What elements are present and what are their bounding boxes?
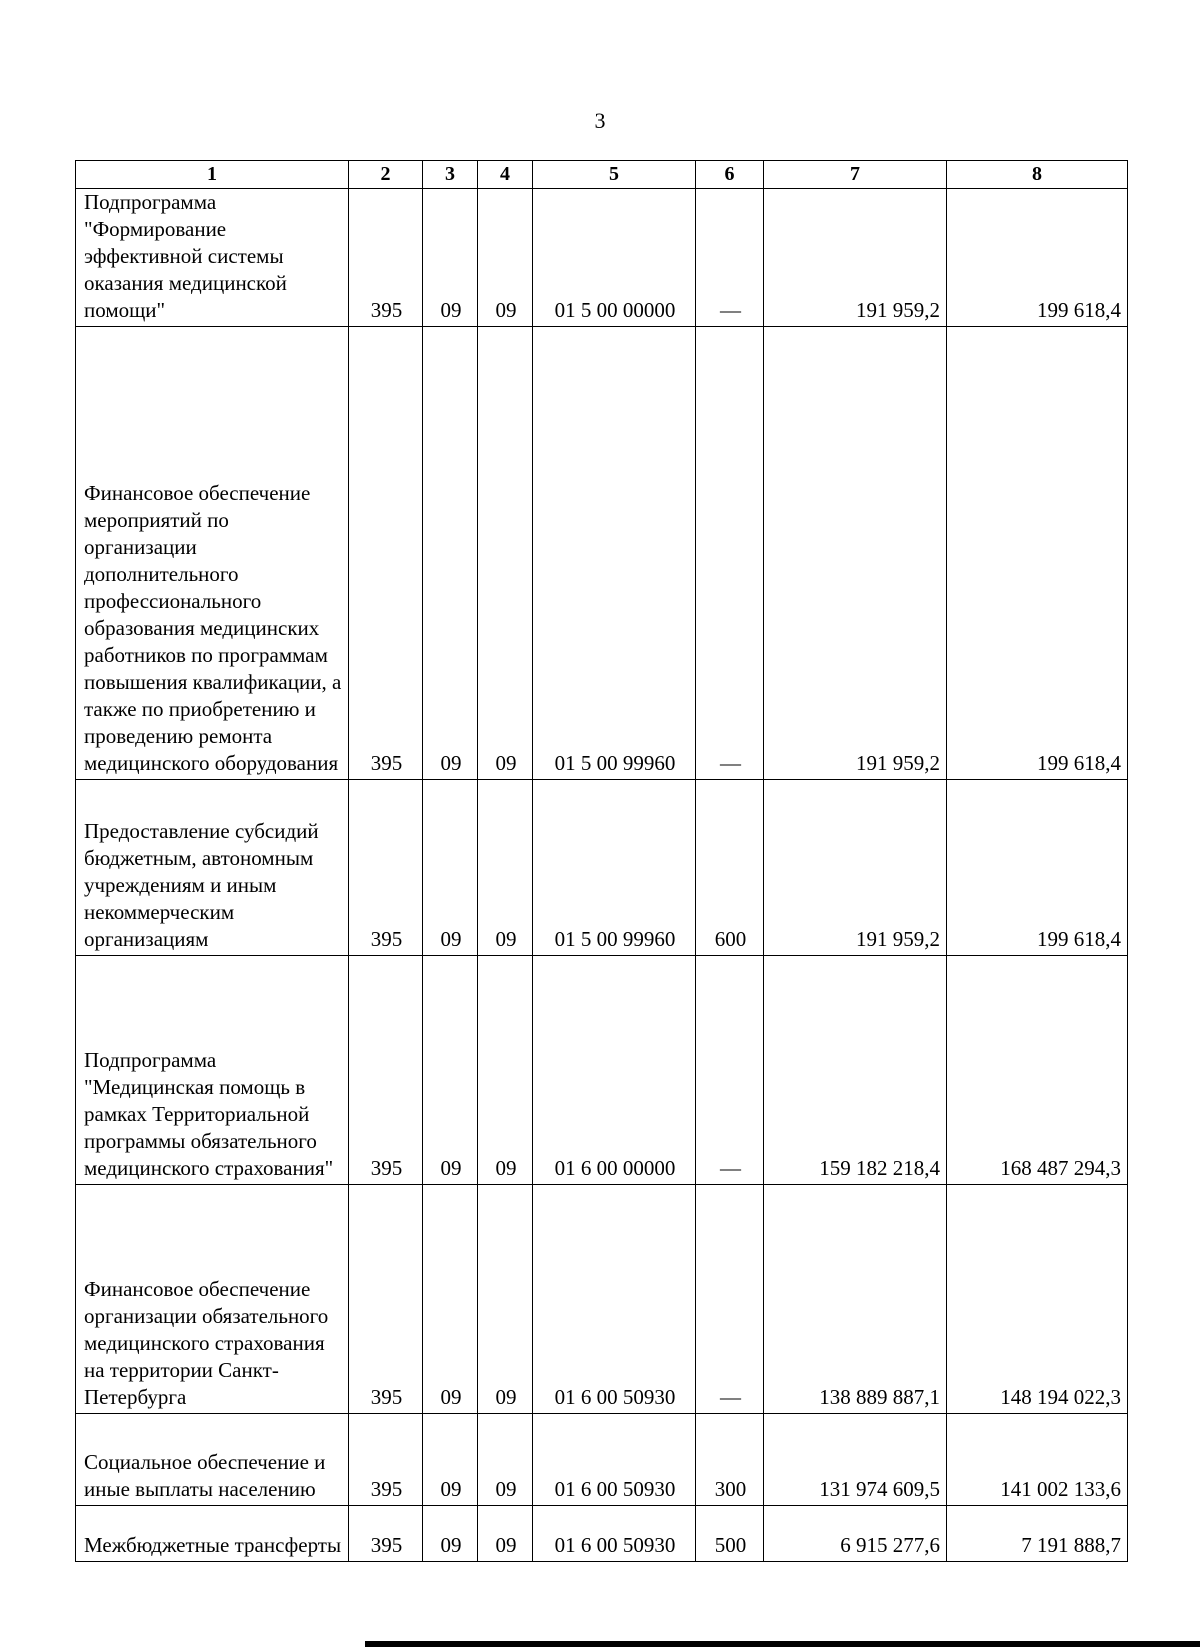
header-col-1: 1 — [76, 161, 349, 189]
row-ministry-code: 395 — [349, 327, 423, 780]
header-row — [76, 161, 1128, 189]
row-amount-year-2: 168 487 294,3 — [947, 956, 1128, 1185]
row-expense-type: 300 — [696, 1414, 764, 1506]
row-expense-type: 500 — [696, 1506, 764, 1562]
row-section-code: 09 — [423, 189, 478, 327]
row-expense-type: — — [696, 956, 764, 1185]
table-row — [76, 1506, 1128, 1562]
row-subsection-code: 09 — [478, 1414, 533, 1506]
row-ministry-code: 395 — [349, 780, 423, 956]
header-col-5: 5 — [533, 161, 696, 189]
row-target-article: 01 6 00 50930 — [533, 1506, 696, 1562]
row-amount-year-1: 191 959,2 — [764, 780, 947, 956]
row-ministry-code: 395 — [349, 956, 423, 1185]
row-expense-type: — — [696, 189, 764, 327]
row-name: Предоставление субсидий бюджетным, автономным учреждениям и иным некоммерческим организациям — [76, 780, 349, 956]
row-ministry-code: 395 — [349, 189, 423, 327]
header-col-4: 4 — [478, 161, 533, 189]
table-row — [76, 327, 1128, 780]
row-amount-year-2: 199 618,4 — [947, 780, 1128, 956]
row-name: Подпрограмма "Формирование эффективной системы оказания медицинской помощи" — [76, 189, 349, 327]
row-target-article: 01 6 00 50930 — [533, 1414, 696, 1506]
row-expense-type: — — [696, 327, 764, 780]
page-number: 3 — [594, 108, 606, 133]
row-subsection-code: 09 — [478, 1185, 533, 1414]
header-col-2: 2 — [349, 161, 423, 189]
row-ministry-code: 395 — [349, 1185, 423, 1414]
row-subsection-code: 09 — [478, 189, 533, 327]
row-target-article: 01 6 00 00000 — [533, 956, 696, 1185]
row-section-code: 09 — [423, 956, 478, 1185]
row-section-code: 09 — [423, 780, 478, 956]
row-amount-year-2: 141 002 133,6 — [947, 1414, 1128, 1506]
row-section-code: 09 — [423, 1414, 478, 1506]
row-name: Межбюджетные трансферты — [76, 1506, 349, 1562]
row-amount-year-1: 191 959,2 — [764, 327, 947, 780]
header-col-6: 6 — [696, 161, 764, 189]
row-ministry-code: 395 — [349, 1506, 423, 1562]
row-name: Финансовое обеспечение организации обязательного медицинского страхования на территории Санкт-Петербурга — [76, 1185, 349, 1414]
row-expense-type: 600 — [696, 780, 764, 956]
row-target-article: 01 5 00 99960 — [533, 327, 696, 780]
header-col-3: 3 — [423, 161, 478, 189]
row-section-code: 09 — [423, 327, 478, 780]
budget-table — [75, 160, 1128, 1562]
row-expense-type: — — [696, 1185, 764, 1414]
row-amount-year-1: 191 959,2 — [764, 189, 947, 327]
row-subsection-code: 09 — [478, 780, 533, 956]
scan-edge-line — [365, 1641, 1200, 1647]
row-amount-year-1: 138 889 887,1 — [764, 1185, 947, 1414]
row-subsection-code: 09 — [478, 327, 533, 780]
row-subsection-code: 09 — [478, 956, 533, 1185]
table-row — [76, 956, 1128, 1185]
row-amount-year-2: 148 194 022,3 — [947, 1185, 1128, 1414]
row-section-code: 09 — [423, 1506, 478, 1562]
row-name: Финансовое обеспечение мероприятий по организации дополнительного профессионального образования медицинских работников по программам повышения квалификации, а также по приобретению и проведению ремонта медицинского оборудования — [76, 327, 349, 780]
row-amount-year-2: 199 618,4 — [947, 327, 1128, 780]
table-body — [76, 189, 1128, 1562]
row-section-code: 09 — [423, 1185, 478, 1414]
row-name: Подпрограмма "Медицинская помощь в рамках Территориальной программы обязательного медицинского страхования" — [76, 956, 349, 1185]
table-row — [76, 1185, 1128, 1414]
table-row — [76, 780, 1128, 956]
row-subsection-code: 09 — [478, 1506, 533, 1562]
header-col-7: 7 — [764, 161, 947, 189]
row-amount-year-1: 6 915 277,6 — [764, 1506, 947, 1562]
row-amount-year-2: 7 191 888,7 — [947, 1506, 1128, 1562]
header-col-8: 8 — [947, 161, 1128, 189]
row-ministry-code: 395 — [349, 1414, 423, 1506]
row-target-article: 01 5 00 00000 — [533, 189, 696, 327]
row-amount-year-1: 131 974 609,5 — [764, 1414, 947, 1506]
table-row — [76, 189, 1128, 327]
row-target-article: 01 5 00 99960 — [533, 780, 696, 956]
row-amount-year-1: 159 182 218,4 — [764, 956, 947, 1185]
table-header — [76, 161, 1128, 189]
row-target-article: 01 6 00 50930 — [533, 1185, 696, 1414]
table-row — [76, 1414, 1128, 1506]
row-name: Социальное обеспечение и иные выплаты населению — [76, 1414, 349, 1506]
row-amount-year-2: 199 618,4 — [947, 189, 1128, 327]
